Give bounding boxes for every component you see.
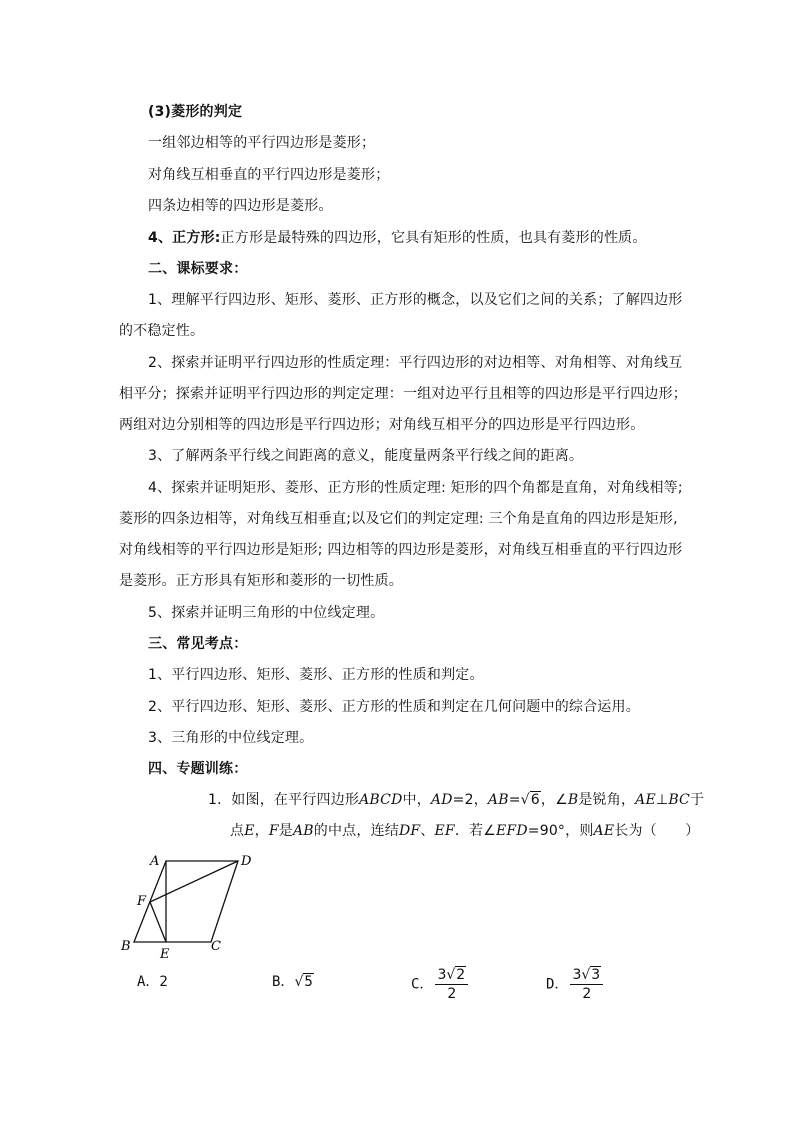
q-text: 是锐角，: [578, 792, 636, 808]
rhombus-rule-2: 对角线互相垂直的平行四边形是菱形；: [148, 167, 390, 183]
question-line-1: [208, 790, 704, 810]
label-e: E: [160, 947, 170, 962]
q-text: ，∠: [540, 792, 568, 808]
choice-d-label: D．: [546, 976, 569, 993]
q-text: =2，: [452, 792, 488, 808]
q-text: ．若∠: [454, 823, 497, 839]
label-a: A: [150, 854, 160, 869]
square-paragraph: [148, 228, 647, 248]
q-var-abcd: ABCD: [359, 792, 403, 808]
q-text: 1．如图，在平行四边形: [208, 792, 360, 808]
choice-b[interactable]: [272, 972, 314, 992]
standard-1b: 的不稳定性。: [119, 323, 205, 339]
q-text: =90°，则: [527, 823, 594, 839]
perpendicular-symbol: ⊥: [655, 792, 669, 808]
standard-4b: 菱形的四条边相等，对角线互相垂直;以及它们的判定定理: 三个角是直角的四边形是矩形,: [119, 511, 678, 527]
q-var-df: DF: [398, 823, 421, 839]
fraction-d: $\frac{3√3}{2}$: [570, 966, 603, 1003]
q-var-f: F: [268, 823, 279, 839]
q-text: 的中点，连结: [313, 823, 399, 839]
parallelogram-abcd: [134, 861, 238, 942]
q-var-ae: AE: [593, 823, 615, 839]
choice-b-label: B．: [272, 974, 295, 990]
choice-c[interactable]: [411, 966, 468, 1003]
q-text: ，: [254, 823, 269, 839]
exam-title: 三、常见考点：: [148, 636, 248, 652]
q-var-ad: AD: [430, 792, 453, 808]
square-text: 正方形是最特殊的四边形，它具有矩形的性质，也具有菱形的性质。: [220, 230, 647, 246]
question-line-2: [230, 821, 699, 841]
q-var-ef: EF: [434, 823, 455, 839]
choice-a[interactable]: A．2: [137, 974, 168, 990]
q-var-ab: AB: [487, 792, 509, 808]
segment-ef: [150, 902, 166, 942]
standard-2a: 2、探索并证明平行四边形的性质定理：平行四边形的对边相等、对角相等、对角线互: [148, 355, 683, 371]
label-f: F: [137, 894, 147, 909]
sqrt-6: √6: [520, 792, 540, 808]
standard-2c: 两组对边分别相等的四边形是平行四边形；对角线互相平分的四边形是平行四边形。: [119, 417, 645, 433]
q-var-b: B: [567, 792, 579, 808]
standard-2b: 相平分；探索并证明平行四边形的判定定理：一组对边平行且相等的四边形是平行四边形；: [119, 386, 687, 402]
choice-d[interactable]: [546, 966, 603, 1003]
training-title: 四、专题训练：: [148, 761, 248, 777]
q-text: =: [508, 792, 521, 808]
rhombus-rule-3: 四条边相等的四边形是菱形。: [148, 198, 333, 214]
choice-c-label: C．: [411, 976, 434, 993]
square-label: 4、正方形:: [148, 230, 221, 246]
q-var-ae: AE: [635, 792, 656, 808]
q-text: 于: [689, 792, 705, 808]
q-text: 点: [230, 823, 245, 839]
label-c: C: [211, 939, 221, 954]
label-b: B: [121, 939, 131, 954]
standard-3: 3、了解两条平行线之间距离的意义，能度量两条平行线之间的距离。: [148, 448, 584, 464]
exam-1: 1、平行四边形、矩形、菱形、正方形的性质和判定。: [148, 667, 484, 683]
q-var-bc: BC: [668, 792, 690, 808]
exam-3: 3、三角形的中位线定理。: [148, 730, 314, 746]
standard-1a: 1、理解平行四边形、矩形、菱形、正方形的概念，以及它们之间的关系；了解四边形: [148, 292, 683, 308]
q-var-e: E: [244, 823, 255, 839]
q-text: 中，: [402, 792, 431, 808]
standard-title: 二、课标要求：: [148, 261, 248, 277]
q-var-efd: EFD: [496, 823, 528, 839]
standard-4a: 4、探索并证明矩形、菱形、正方形的性质定理: 矩形的四个角都是直角，对角线相等;: [148, 480, 683, 496]
parallelogram-figure: [110, 848, 270, 964]
sqrt-5: √5: [294, 974, 313, 990]
rhombus-judgment-title: (3)菱形的判定: [148, 104, 243, 120]
q-text: 长为（ ）: [614, 823, 700, 839]
standard-4d: 是菱形。正方形具有矩形和菱形的一切性质。: [119, 573, 403, 589]
q-text: 、: [420, 823, 435, 839]
rhombus-rule-1: 一组邻边相等的平行四边形是菱形；: [148, 135, 376, 151]
exam-2: 2、平行四边形、矩形、菱形、正方形的性质和判定在几何问题中的综合运用。: [148, 699, 640, 715]
standard-4c: 对角线相等的平行四边形是矩形; 四边相等的四边形是菱形，对角线互相垂直的平行四边形: [119, 542, 683, 558]
standard-5: 5、探索并证明三角形的中位线定理。: [148, 605, 385, 621]
q-var-ab: AB: [292, 823, 314, 839]
fraction-c: $\frac{3√2}{2}$: [435, 966, 468, 1003]
q-text: 是: [278, 823, 293, 839]
label-d: D: [241, 854, 252, 869]
